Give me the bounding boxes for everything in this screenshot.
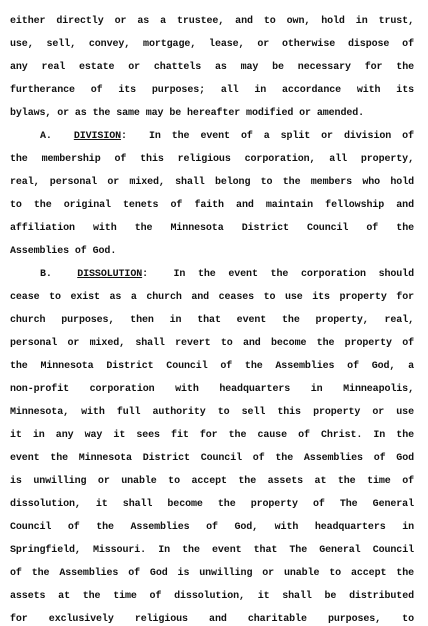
section-b-label: B. bbox=[40, 269, 52, 280]
section-a-first-line-text: In the event of a split or division of bbox=[148, 131, 414, 142]
section-a-heading: DIVISION bbox=[73, 131, 122, 142]
text-line: to the original tenets of faith and maintain fellowship and bbox=[10, 200, 414, 211]
text-line: of the Assemblies of God is unwilling or unable to accept the bbox=[10, 568, 414, 579]
text-line: event the Minnesota District Council of the Assemblies of God bbox=[10, 453, 414, 464]
text-line: use, sell, convey, mortgage, lease, or otherwise dispose of bbox=[10, 39, 414, 50]
text-line: the membership of this religious corporation, all property, bbox=[10, 154, 414, 165]
text-line: non-profit corporation with headquarters in Minneapolis, bbox=[10, 384, 414, 395]
section-a-label: A. bbox=[40, 131, 52, 142]
text-line: Assemblies of God. bbox=[10, 246, 117, 257]
text-line: is unwilling or unable to accept the assets at the time of bbox=[10, 476, 414, 487]
section-b-first-line bbox=[40, 269, 414, 281]
text-line: Springfield, Missouri. In the event that The General Council bbox=[10, 545, 414, 556]
text-line: assets at the time of dissolution, it shall be distributed bbox=[10, 591, 414, 602]
text-line: affiliation with the Minnesota District Council of the bbox=[10, 223, 414, 234]
text-line: church purposes, then in that event the property, real, bbox=[10, 315, 414, 326]
text-line: personal or mixed, shall revert to and become the property of bbox=[10, 338, 414, 349]
section-b-heading: DISSOLUTION bbox=[77, 269, 143, 280]
text-line: cease to exist as a church and ceases to use its property for bbox=[10, 292, 414, 303]
text-line: it in any way it sees fit for the cause of Christ. In the bbox=[10, 430, 414, 441]
section-b-heading-suffix: : bbox=[142, 269, 149, 280]
text-line: real, personal or mixed, shall belong to the members who hold bbox=[10, 177, 414, 188]
text-line: either directly or as a trustee, and to own, hold in trust, bbox=[10, 16, 414, 27]
text-line: bylaws, or as the same may be hereafter modified or amended. bbox=[10, 108, 365, 119]
text-line: any real estate or chattels as may be necessary for the bbox=[10, 62, 414, 73]
text-line: dissolution, it shall become the property of The General bbox=[10, 499, 414, 510]
text-line: Council of the Assemblies of God, with headquarters in bbox=[10, 522, 414, 533]
text-line: the Minnesota District Council of the Assemblies of God, a bbox=[10, 361, 414, 372]
text-line: Minnesota, with full authority to sell this property or use bbox=[10, 407, 414, 418]
section-b-first-line-text: In the event the corporation should bbox=[173, 269, 414, 280]
section-a-first-line bbox=[40, 131, 414, 143]
section-a-heading-suffix: : bbox=[121, 131, 127, 142]
text-line: for exclusively religious and charitable purposes, to bbox=[10, 614, 414, 625]
text-line: furtherance of its purposes; all in accordance with its bbox=[10, 85, 414, 96]
